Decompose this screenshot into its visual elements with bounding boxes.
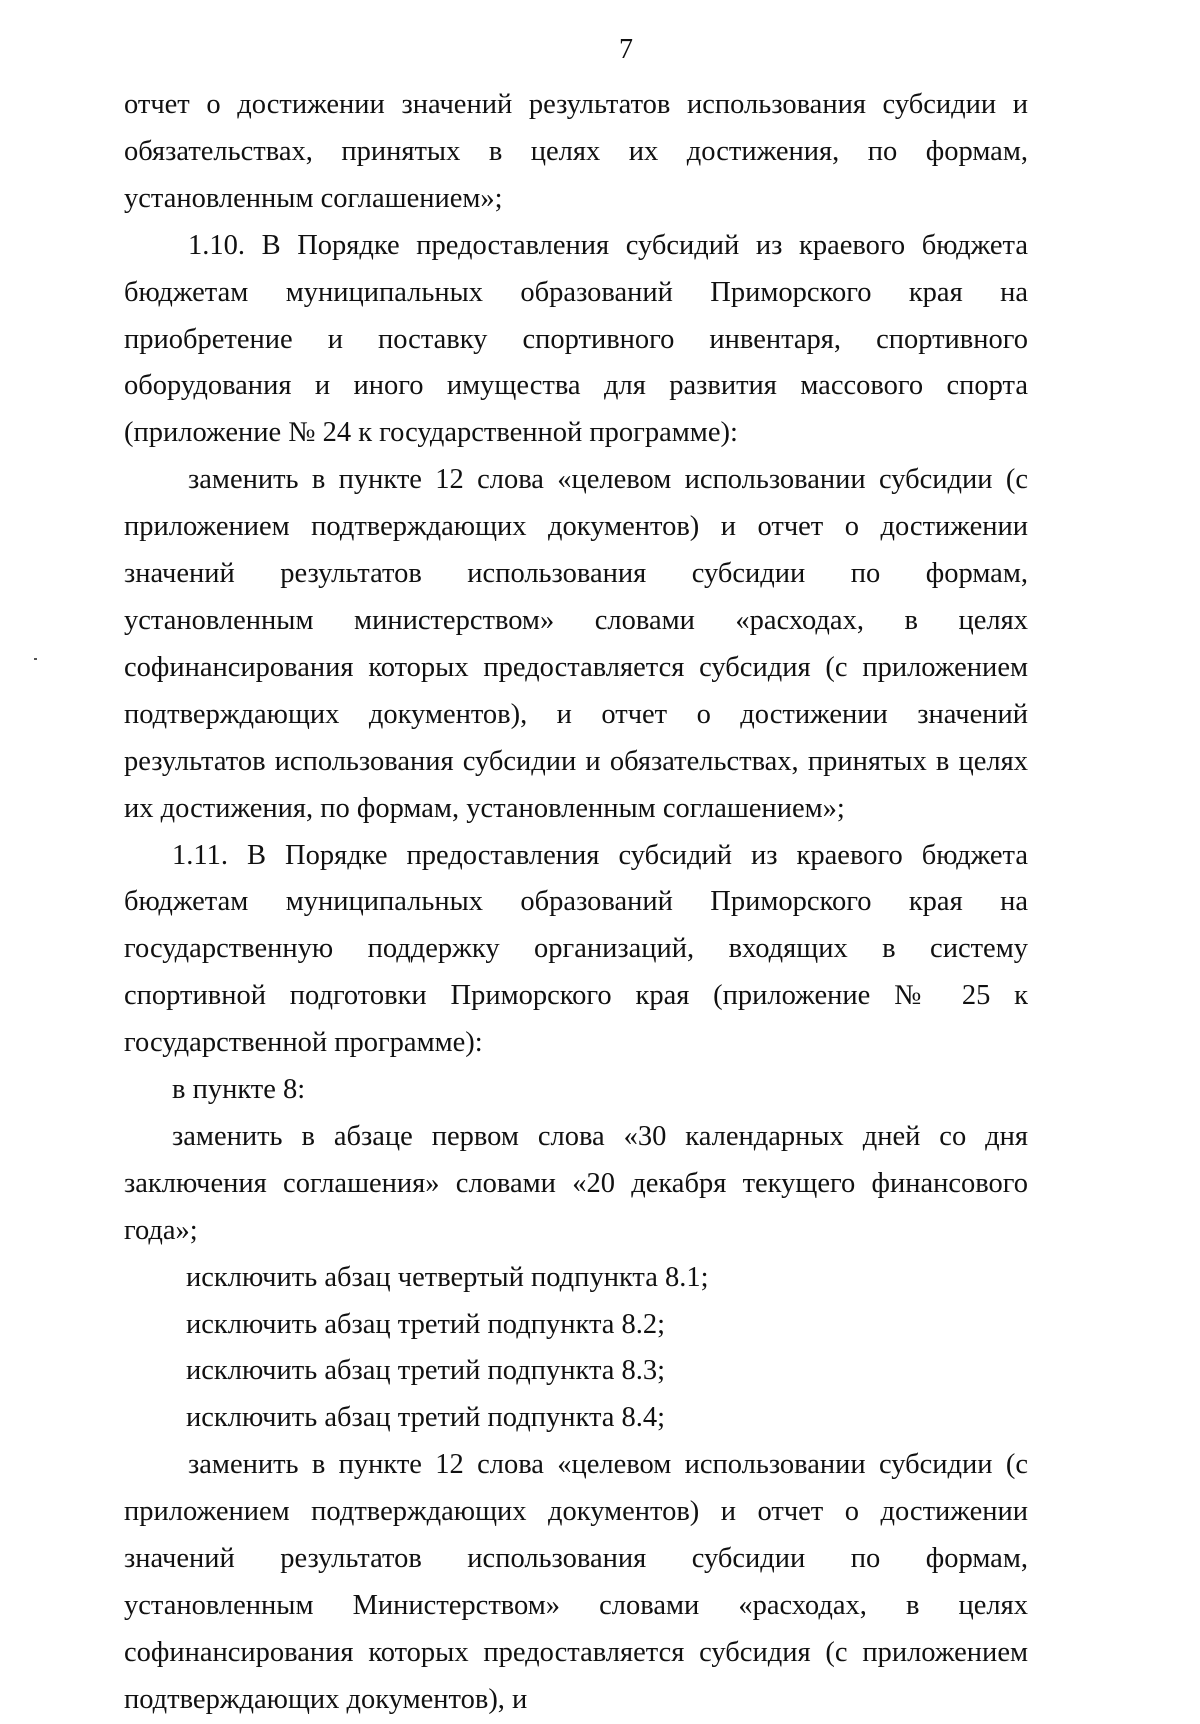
paragraph-item-1-10: 1.10. В Порядке предоставления субсидий из краевого бюджета бюджетам муниципальных образований Приморского края на приобретение и поставку спортивного инвентаря, спортивного оборудования и иного имущества для развития массового спорта (приложение № 24 к государственной программе): <box>124 229 1028 449</box>
scan-mark <box>34 658 37 660</box>
page-number: 7 <box>619 34 633 65</box>
paragraph-exclude-8-3: исключить абзац третий подпункта 8.3; <box>186 1355 666 1387</box>
document-body <box>124 82 1028 1724</box>
paragraph-replace-first-abzac: заменить в абзаце первом слова «30 календарных дней со дня заключения соглашения» словами «20 декабря текущего финансового года»; <box>124 1120 1028 1246</box>
paragraph-exclude-8-2: исключить абзац третий подпункта 8.2; <box>186 1308 666 1340</box>
paragraph-item-1-11: 1.11. В Порядке предоставления субсидий из краевого бюджета бюджетам муниципальных образований Приморского края на государственную поддержку организаций, входящих в систему спортивной подготовки Приморского края (приложение № 25 к государственной программе): <box>124 839 1028 1059</box>
paragraph-continuation: отчет о достижении значений результатов использования субсидии и обязательствах, принятых в целях их достижения, по формам, установленным соглашением»; <box>124 89 1028 214</box>
paragraph-exclude-8-1: исключить абзац четвертый подпункта 8.1; <box>186 1261 709 1293</box>
paragraph-exclude-8-4: исключить абзац третий подпункта 8.4; <box>186 1402 666 1434</box>
paragraph-replace-point-12-second: заменить в пункте 12 слова «целевом использовании субсидии (с приложением подтверждающих документов) и отчет о достижении значений результатов использования субсидии по формам, установленным Министерством» словами «расходах, в целях софинансирования которых предоставляется субсидия (с приложением подтверждающих документов), и <box>124 1449 1028 1715</box>
paragraph-point-8: в пункте 8: <box>172 1074 306 1106</box>
paragraph-replace-point-12: заменить в пункте 12 слова «целевом использовании субсидии (с приложением подтверждающих документов) и отчет о достижении значений результатов использования субсидии по формам, установленным министерством» словами «расходах, в целях софинансирования которых предоставляется субсидия (с приложением подтверждающих документов), и отчет о достижении значений результатов использования субсидии и обязательствах, принятых в целях их достижения, по формам, установленным соглашением»; <box>124 464 1028 824</box>
